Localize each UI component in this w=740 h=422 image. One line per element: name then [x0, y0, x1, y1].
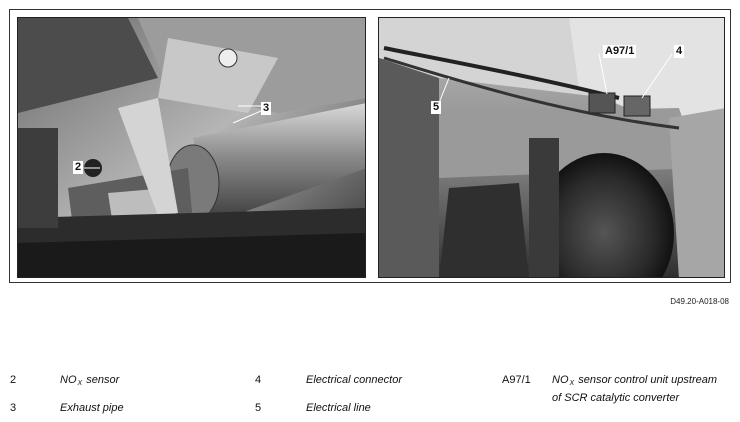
legend-description: Electrical connector	[306, 374, 402, 386]
legend-description: Electrical line	[306, 402, 371, 414]
legend-description: Exhaust pipe	[60, 402, 124, 414]
legend-description: $NO_X$ sensor control unit upstream of SCR catalytic converter	[552, 374, 718, 404]
legend-number: 5	[255, 402, 262, 414]
photo-sensor-control-unit	[378, 17, 725, 278]
figure-frame	[9, 9, 731, 283]
callout-5: 5	[433, 101, 440, 113]
legend-number: 4	[255, 374, 262, 386]
photo-exhaust-system-image	[18, 18, 366, 278]
callout-a97-1: A97/1	[605, 45, 635, 57]
legend-number: 2	[10, 374, 17, 386]
callout-2: 2	[75, 161, 82, 173]
callout-4: 4	[676, 45, 683, 57]
figure-id: D49.20-A018-08	[670, 297, 729, 306]
legend-number: 3	[10, 402, 17, 414]
callout-3: 3	[263, 102, 270, 114]
legend-number: A97/1	[502, 374, 531, 386]
legend-description: $NO_X$ sensor	[60, 374, 120, 387]
photo-exhaust-system	[17, 17, 366, 278]
